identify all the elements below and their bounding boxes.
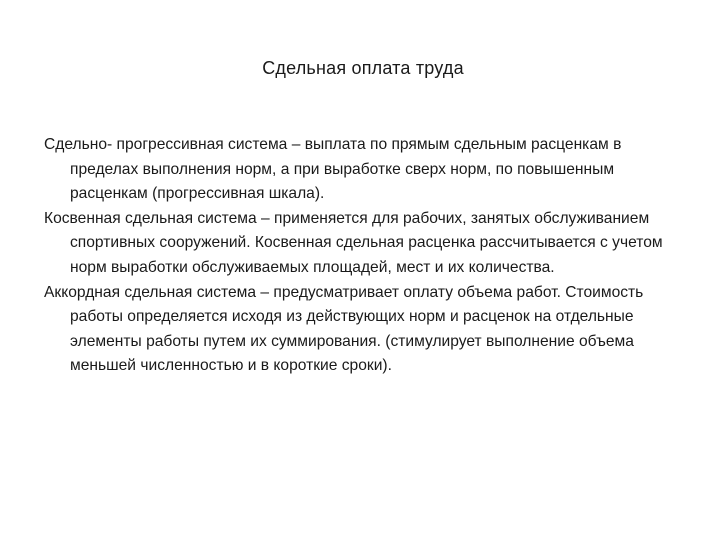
slide-title: Сдельная оплата труда — [262, 58, 464, 78]
term-progressive: Сдельно- прогрессивная система — [44, 136, 288, 153]
definition-chord: – предусматривает оплату объема работ. Стоимость работы определяется исходя из действующих норм и расценок на отдельные элементы работы путем их суммирования. (стимулирует выполнение объема меньшей численностью и в короткие сроки). — [70, 283, 644, 375]
term-chord: Аккордная сдельная система — [44, 283, 257, 301]
paragraph-indirect — [44, 207, 674, 281]
term-indirect: Косвенная сдельная система — [44, 209, 257, 227]
paragraph-chord — [44, 281, 674, 379]
definition-indirect: – применяется для рабочих, занятых обслуживанием спортивных сооружений. Косвенная сдельная расценка рассчитывается с учетом норм выработки обслуживаемых площадей, мест и их количества. — [70, 209, 663, 276]
slide-body — [44, 133, 674, 379]
definition-progressive: – выплата по прямым сдельным расценкам в пределах выполнения норм, а при выработке сверх норм, по повышенным расценкам (прогрессивная шкала). — [70, 136, 622, 203]
paragraph-progressive — [44, 133, 674, 207]
